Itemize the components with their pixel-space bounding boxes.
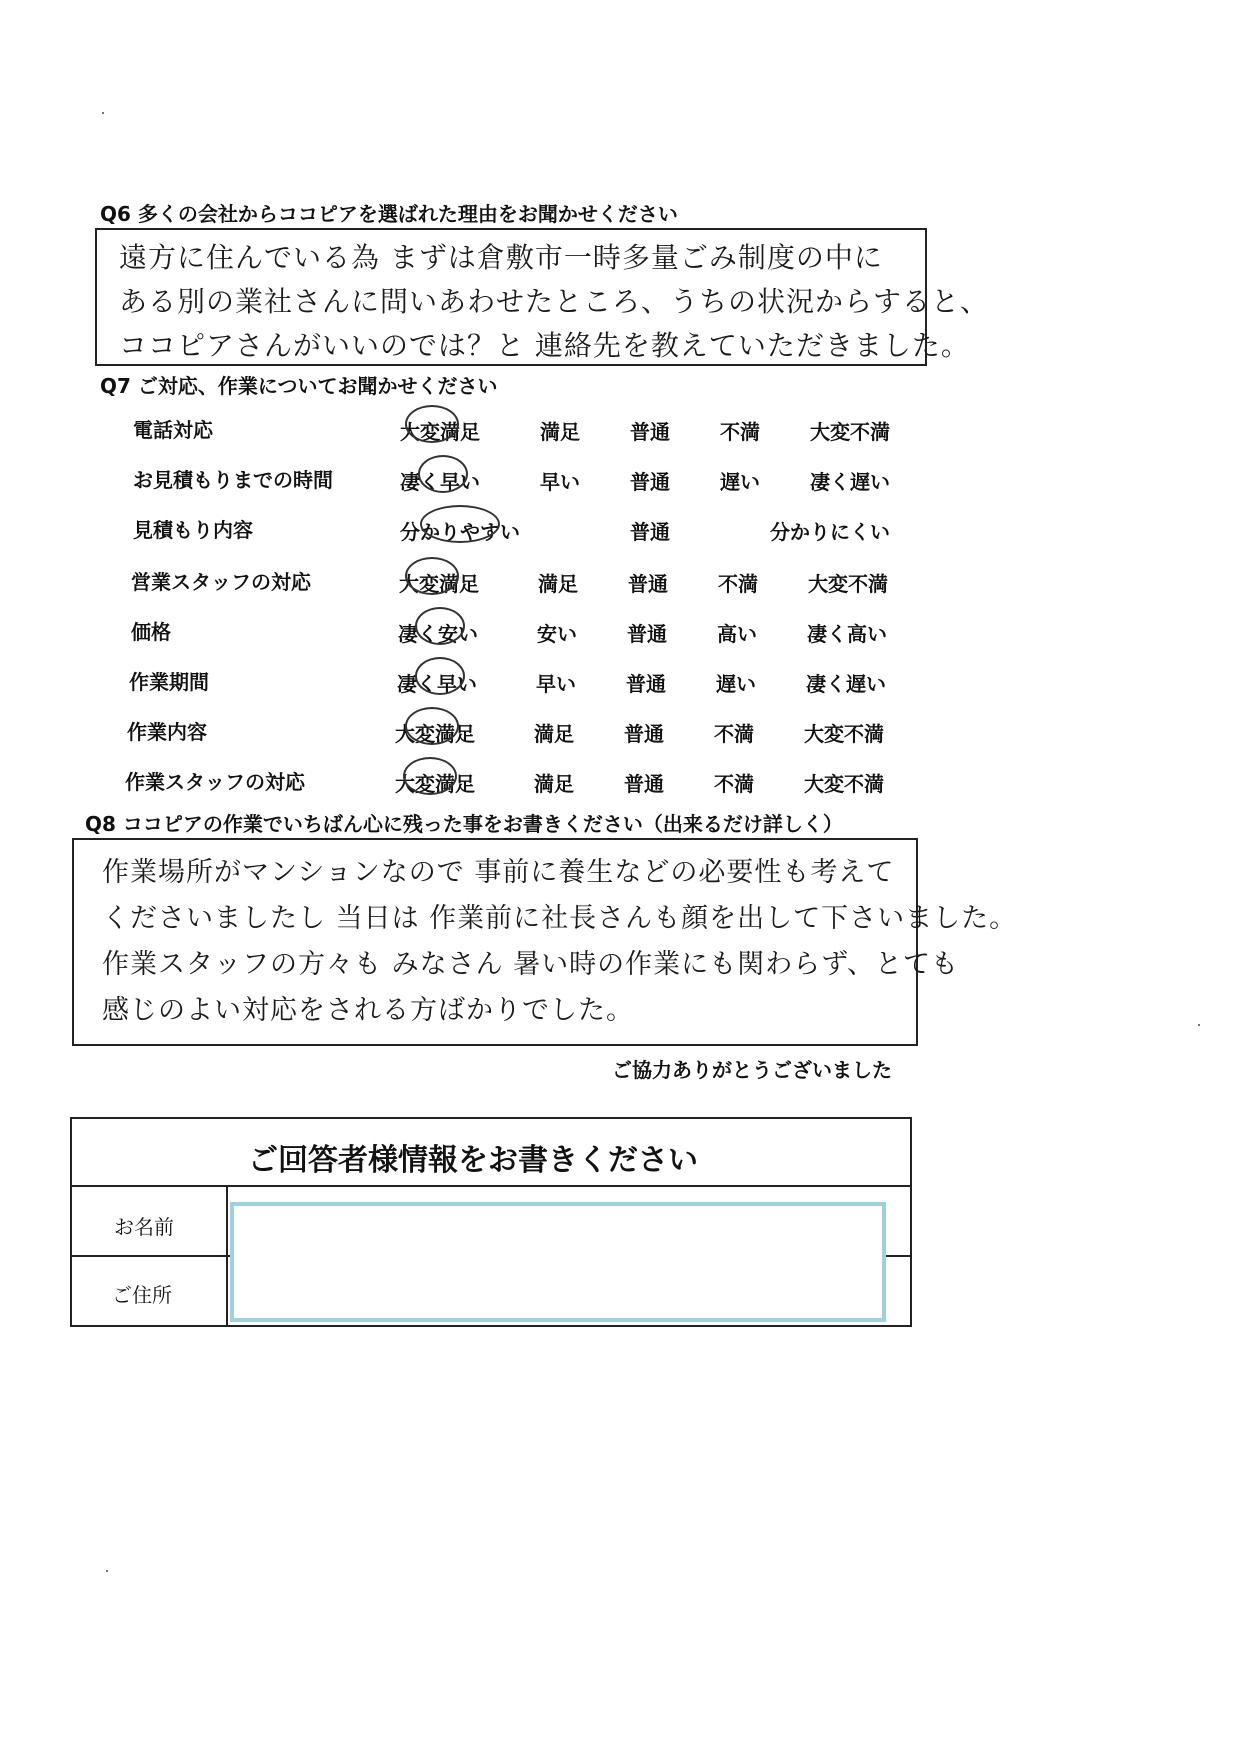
q7-option[interactable]: 凄く安い — [398, 622, 478, 646]
q7-row-label: 作業期間 — [129, 670, 209, 694]
q7-row-label: 価格 — [131, 620, 171, 644]
q6-answer-line: ココピアさんがいいのでは？と 連絡先を教えていただきました。 — [119, 329, 970, 362]
selection-circle — [415, 657, 465, 695]
q6-answer-box — [95, 228, 990, 366]
q8-answer-line: くださいましたし 当日は 作業前に社長さんも顔を出して下さいました。 — [102, 903, 1018, 934]
q6-answer-line: 遠方に住んでいる為 まずは倉敷市一時多量ごみ制度の中に — [119, 241, 883, 274]
selection-circle — [405, 405, 459, 443]
q7-option[interactable]: 普通 — [626, 672, 666, 696]
respondent-info-title: ご回答者様情報をお書きください — [248, 1143, 698, 1178]
selection-circle — [403, 757, 457, 795]
q7-option[interactable]: 普通 — [630, 470, 670, 494]
q7-option[interactable]: 凄く早い — [400, 470, 480, 494]
selection-circle — [405, 557, 459, 595]
selection-circle — [405, 707, 459, 745]
q7-option[interactable]: 不満 — [720, 420, 760, 444]
q7-option[interactable]: 満足 — [540, 420, 580, 444]
q8-heading: Q8 ココピアの作業でいちばん心に残った事をお書きください（出来るだけ詳しく） — [85, 812, 843, 836]
q7-option[interactable]: 不満 — [714, 772, 754, 796]
q7-option[interactable]: 大変満足 — [395, 772, 475, 796]
q7-option[interactable]: 不満 — [718, 572, 758, 596]
q7-option[interactable]: 凄く早い — [397, 672, 477, 696]
q7-option[interactable]: 普通 — [628, 572, 668, 596]
q7-option[interactable]: 満足 — [534, 722, 574, 746]
q7-option[interactable]: 普通 — [624, 722, 664, 746]
q7-option[interactable]: 凄く遅い — [806, 672, 886, 696]
thanks-message: ご協力ありがとうございました — [612, 1058, 892, 1082]
name-label: お名前 — [114, 1215, 174, 1239]
q8-answer-line: 感じのよい対応をされる方ばかりでした。 — [102, 995, 634, 1026]
q7-row-label: 見積もり内容 — [133, 518, 253, 542]
q7-option[interactable]: 満足 — [538, 572, 578, 596]
q7-option[interactable]: 凄く高い — [807, 622, 887, 646]
q7-option[interactable]: 早い — [536, 672, 576, 696]
q7-option[interactable]: 大変満足 — [395, 722, 475, 746]
q7-option[interactable]: 凄く遅い — [810, 470, 890, 494]
scan-speck — [102, 112, 104, 114]
q7-option[interactable]: 大変満足 — [400, 420, 480, 444]
q7-option[interactable]: 安い — [537, 622, 577, 646]
q7-option[interactable]: 遅い — [720, 470, 760, 494]
q6-heading: Q6 多くの会社からココピアを選ばれた理由をお聞かせください — [100, 202, 678, 226]
selection-circle — [415, 607, 465, 645]
q7-option[interactable]: 満足 — [534, 772, 574, 796]
redaction-box — [230, 1202, 886, 1322]
q7-option[interactable]: 普通 — [630, 520, 670, 544]
q7-option[interactable]: 普通 — [630, 420, 670, 444]
table-divider — [72, 1185, 910, 1187]
q8-answer-box — [72, 838, 1018, 1046]
q7-option[interactable]: 普通 — [627, 622, 667, 646]
q7-option[interactable]: 遅い — [716, 672, 756, 696]
q7-option[interactable]: 早い — [540, 470, 580, 494]
q8-answer-line: 作業スタッフの方々も みなさん 暑い時の作業にも関わらず、とても — [102, 949, 960, 980]
q8-answer-line: 作業場所がマンションなので 事前に養生などの必要性も考えて — [102, 857, 895, 888]
q7-option[interactable]: 分かりやすい — [400, 520, 520, 544]
q7-option[interactable]: 普通 — [624, 772, 664, 796]
q7-row-label: 作業スタッフの対応 — [125, 770, 305, 794]
q7-option[interactable]: 分かりにくい — [770, 520, 890, 544]
q7-row-label: 電話対応 — [133, 418, 213, 442]
q7-option[interactable]: 大変不満 — [810, 420, 890, 444]
q7-option[interactable]: 不満 — [714, 722, 754, 746]
scan-speck — [1198, 1024, 1200, 1026]
scan-speck — [106, 1570, 108, 1572]
selection-circle — [420, 505, 500, 543]
selection-circle — [418, 455, 468, 493]
address-label: ご住所 — [112, 1283, 172, 1307]
q7-option[interactable]: 大変不満 — [804, 722, 884, 746]
q7-row-label: 営業スタッフの対応 — [131, 570, 311, 594]
q7-option[interactable]: 大変不満 — [804, 772, 884, 796]
q7-row-label: お見積もりまでの時間 — [133, 468, 333, 492]
q7-heading: Q7 ご対応、作業についてお聞かせください — [100, 374, 498, 398]
q7-option[interactable]: 大変満足 — [399, 572, 479, 596]
q7-option[interactable]: 高い — [717, 622, 757, 646]
q7-row-label: 作業内容 — [127, 720, 207, 744]
q7-option[interactable]: 大変不満 — [808, 572, 888, 596]
q6-answer-line: ある別の業社さんに問いあわせたところ、うちの状況からすると、 — [119, 285, 990, 318]
